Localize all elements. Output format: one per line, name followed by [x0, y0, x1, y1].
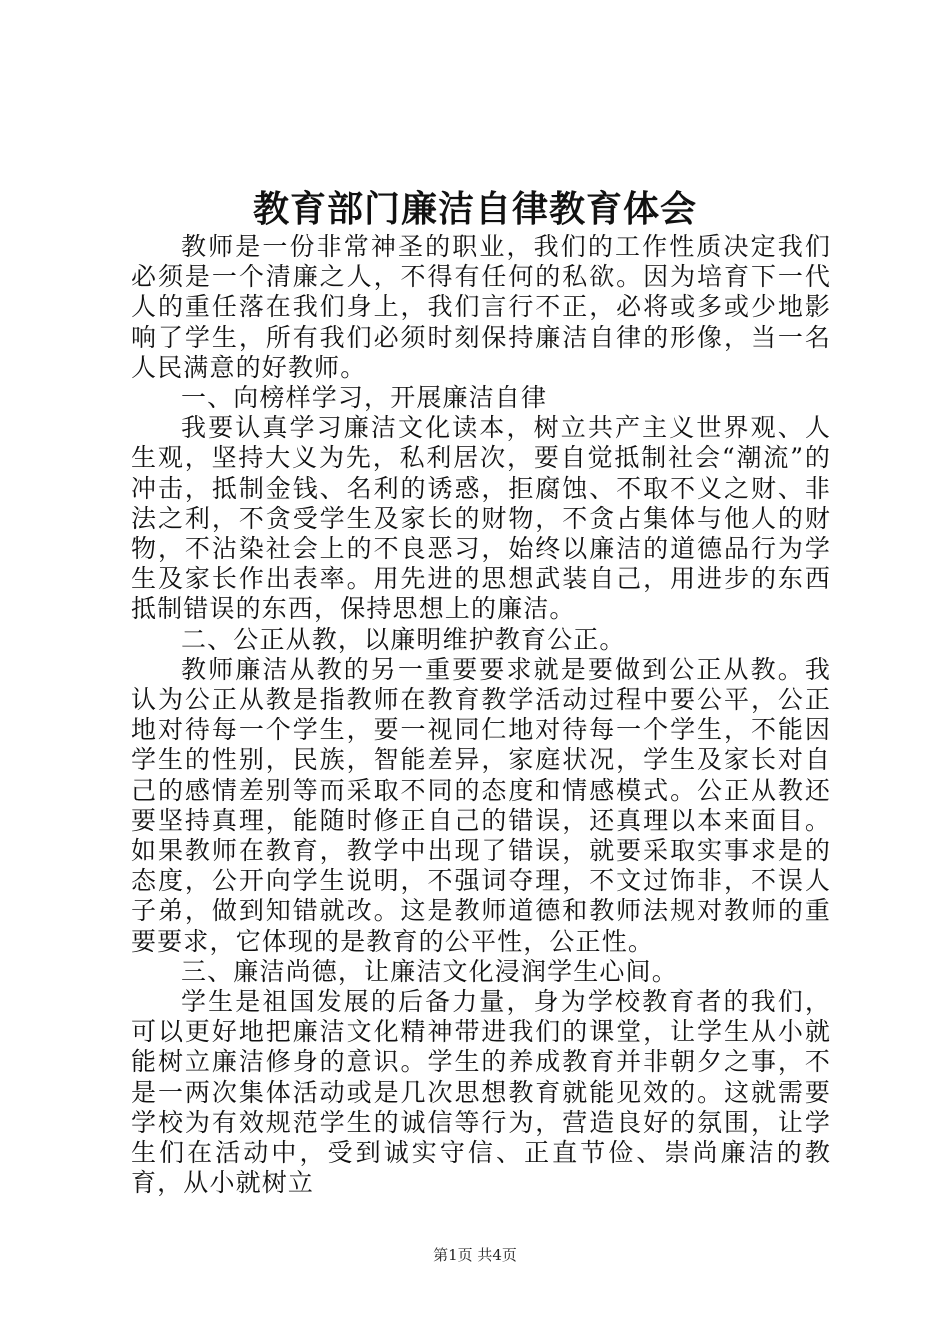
paragraph-section-3: 学生是祖国发展的后备力量，身为学校教育者的我们，可以更好地把廉洁文化精神带进我们的课堂，让学生从小就能树立廉洁修身的意识。学生的养成教育并非朝夕之事，不是一两次集体活动或是几次思想教育就能见效的。这就需要学校为有效规范学生的诚信等行为，营造良好的氛围，让学生们在活动中，受到诚实守信、正直节俭、崇尚廉洁的教育，从小就树立	[131, 987, 831, 1198]
document-title: 教育部门廉洁自律教育体会	[252, 188, 697, 230]
paragraph-section-2: 教师廉洁从教的另一重要要求就是要做到公正从教。我认为公正从教是指教师在教育教学活动过程中要公平，公正地对待每一个学生，要一视同仁地对待每一个学生，不能因学生的性别，民族，智能差异，家庭状况，学生及家长对自己的感情差别等而采取不同的态度和情感模式。公正从教还要坚持真理，能随时修正自己的错误，还真理以本来面目。如果教师在教育，教学中出现了错误，就要采取实事求是的态度，公开向学生说明，不强词夺理，不文过饰非，不误人子弟，做到知错就改。这是教师道德和教师法规对教师的重要要求，它体现的是教育的公平性，公正性。	[131, 654, 831, 956]
paragraph-section-1: 我要认真学习廉洁文化读本，树立共产主义世界观、人生观，坚持大义为先，私利居次，要自觉抵制社会“潮流”的冲击，抵制金钱、名利的诱惑，拒腐蚀、不取不义之财、非法之利，不贪受学生及家长的财物，不贪占集体与他人的财物，不沾染社会上的不良恶习，始终以廉洁的道德品行为学生及家长作出表率。用先进的思想武装自己，用进步的东西抵制错误的东西，保持思想上的廉洁。	[131, 413, 831, 624]
section-heading-3: 三、廉洁尚德，让廉洁文化浸润学生心间。	[181, 956, 678, 986]
page-number-footer: 第1页 共4页	[433, 1246, 517, 1264]
document-body	[131, 232, 831, 1199]
paragraph-intro: 教师是一份非常神圣的职业，我们的工作性质决定我们必须是一个清廉之人，不得有任何的私欲。因为培育下一代人的重任落在我们身上，我们言行不正，必将或多或少地影响了学生，所有我们必须时刻保持廉洁自律的形像，当一名人民满意的好教师。	[131, 232, 831, 382]
section-heading-2: 二、公正从教，以廉明维护教育公正。	[181, 624, 626, 654]
section-heading-1: 一、向榜样学习，开展廉洁自律	[181, 383, 548, 413]
